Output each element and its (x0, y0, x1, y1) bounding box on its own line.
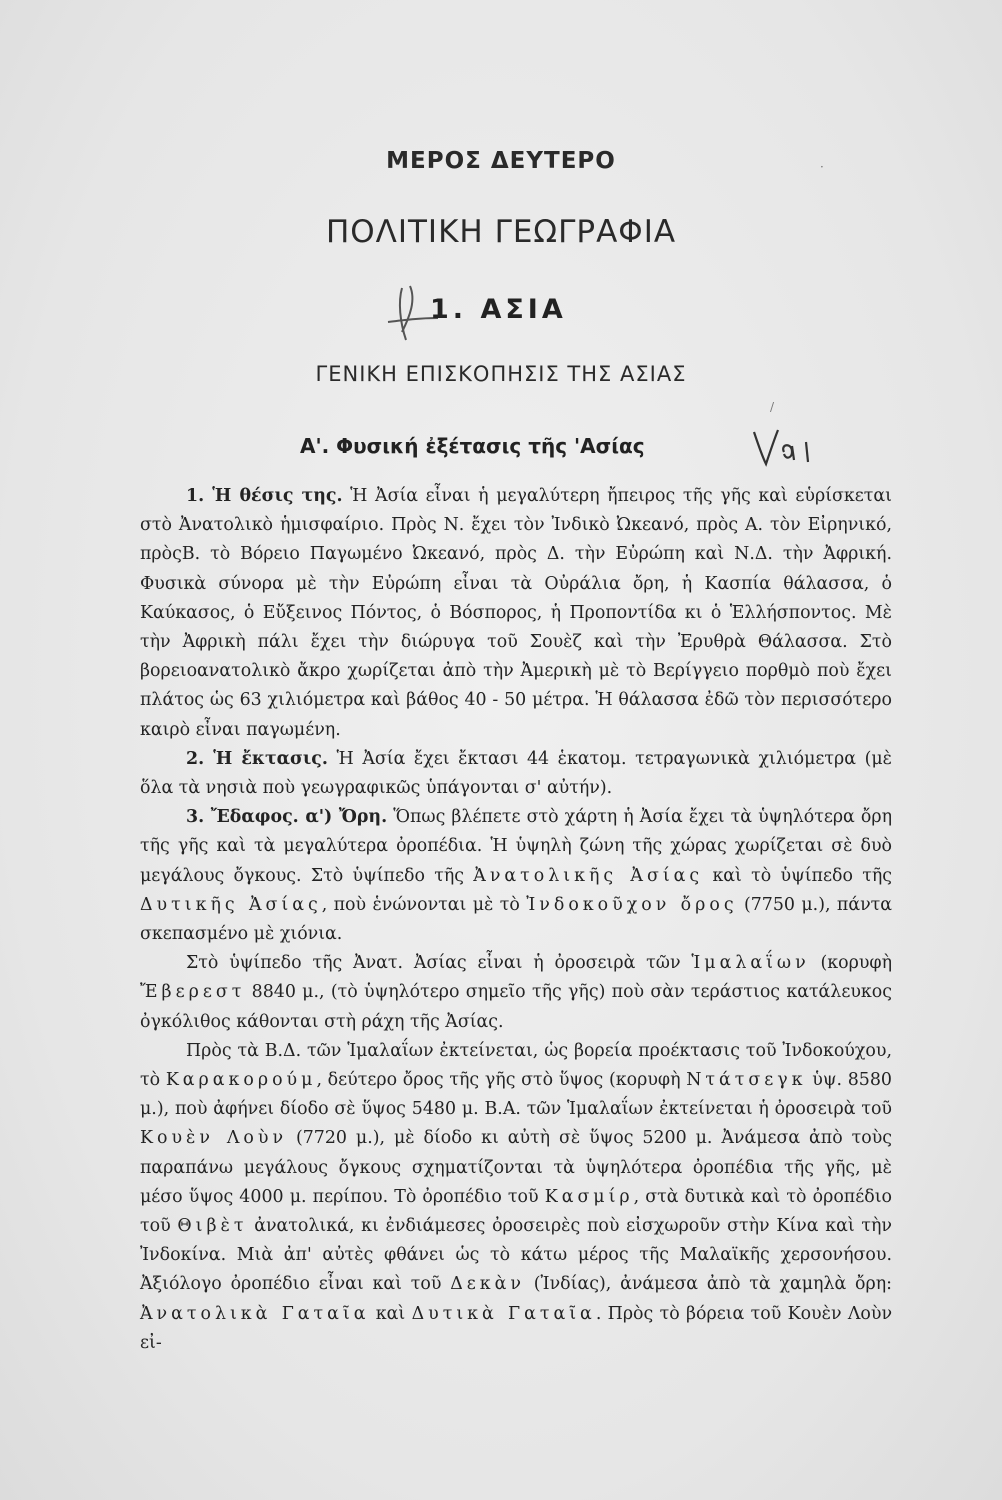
spaced-term: Ἀνατολικὰ Γαταῖα (140, 1303, 370, 1324)
spaced-term: Κουὲν Λοὺν (140, 1128, 288, 1149)
spaced-term: Δυτικῆς Ἀσίας (140, 894, 322, 915)
paragraph-label: 2. Ἡ ἔκτασις. (186, 748, 328, 769)
spaced-term: Κασμίρ (544, 1186, 634, 1207)
spaced-term: Δυτικὰ Γαταῖα (411, 1303, 596, 1324)
paragraph-text: 8840 μ., (τὸ ὑψηλότερο σημεῖο τῆς γῆς) ποὺ σὰν τεράστιος κατάλευκος ὀγκόλιθος κάθονται στὴ ράχη τῆς Ἀσίας. (140, 982, 892, 1032)
paragraph-position (140, 482, 892, 745)
paragraph-label: 3. Ἔδαφος. α') Ὄρη. (186, 807, 388, 828)
spaced-term: Ἀνατολικῆς Ἀσίας (473, 865, 704, 886)
handwritten-note-icon (750, 424, 822, 468)
spaced-term: Καρακορούμ (165, 1070, 317, 1091)
paragraph-text: , στὰ δυτικὰ καὶ τὸ ὀροπέδιο τοῦ (140, 1186, 892, 1237)
paragraph-karakoram (140, 1037, 892, 1358)
paragraph-text: ἀνατολικά, κι ἐνδιάμεσες ὀροσειρὲς ποὺ εἰσχωροῦν στὴν Κίνα καὶ τὴν Ἰνδοκίνα. Μιὰ ἀπ' αὐτὲς φθάνει ὡς τὸ κάτω μέρος τῆς Μαλαϊκῆς χερσονήσου. Ἀξιόλογο ὀροπέδιο εἶναι καὶ τοῦ (140, 1216, 892, 1295)
spaced-term: Ἰνδοκοῦχον ὄρος (526, 894, 738, 915)
paragraph-text: Ὅπως βλέπετε στὸ χάρτη ἡ Ἀσία ἔχει τὰ ὑψηλότερα ὄρη τῆς γῆς καὶ τὰ μεγαλύτερα ὀροπέδια. Ἡ ὑψηλὴ ζώνη τῆς χώρας χωρίζεται σὲ δυὸ μεγάλους ὄγκους. Στὸ ὑψίπεδο τῆς (140, 807, 892, 886)
page-title: ΠΟΛΙΤΙΚΗ ΓΕΩΓΡΑΦΙΑ (325, 214, 677, 250)
stray-mark: / (770, 400, 775, 414)
paragraph-label: 1. Ἡ θέσις της. (186, 486, 343, 506)
paragraph-text: ὑψ. 8580 μ.), ποὺ ἀφήνει δίοδο σὲ ὕψος 5480 μ. Β.Α. τῶν Ἱμαλαΐων ἐκτείνεται ἡ ὀροσειρὰ τοῦ (140, 1070, 892, 1120)
paragraph-text: (7750 μ.), πάντα σκεπασμένο μὲ χιόνια. (140, 894, 893, 945)
paragraph-text: Ἡ Ἀσία εἶναι ἡ μεγαλύτερη ἤπειρος τῆς γῆς καὶ εὑρίσκεται στὸ Ἀνατολικὸ ἡμισφαίριο. Πρὸς Ν. ἔχει τὸν Ἰνδικὸ Ὠκεανό, πρὸς Α. τὸν Εἰρηνικό, πρὸςΒ. τὸ Βόρειο Παγωμένο Ὠκεανό, πρὸς Δ. τὴν Εὐρώπη καὶ Ν.Δ. τὴν Ἀφρική. Φυσικὰ σύνορα μὲ τὴν Εὐρώπη εἶναι τὰ Οὐράλια ὄρη, ἡ Κασπία θάλασσα, ὁ Καύκασος, ὁ Εὔξεινος Πόντος, ὁ Βόσπορος, ἡ Προποντίδα κι ὁ Ἑλλήσποντος. Μὲ τὴν Ἀφρικὴ πάλι ἔχει τὴν διώρυγα τοῦ Σουὲζ καὶ τὴν Ἐρυθρὰ Θάλασσα. Στὸ βορειοανατολικὸ ἄκρο χωρίζεται ἀπὸ τὴν Ἀμερικὴ μὲ τὸ Βερίγγειο πορθμὸ ποὺ ἔχει πλάτος ὡς 63 χιλιόμετρα καὶ βάθος 40 - 50 μέτρα. Ἡ θάλασσα ἐδῶ τὸν περισσότερο καιρὸ εἶναι παγωμένη. (140, 486, 892, 740)
stray-mark: · (820, 160, 824, 174)
paragraph-text: (7720 μ.), μὲ δίοδο κι αὐτὴ σὲ ὕψος 5200 μ. Ἀνάμεσα ἀπὸ τοὺς παραπάνω μεγάλους ὄγκους σχηματίζονται τὰ ὑψηλότερα ὀροπέδια τῆς γῆς, μὲ μέσο ὕψος 4000 μ. περίπου. Τὸ ὀροπέδιο τοῦ (140, 1128, 893, 1207)
paragraph-himalaya (140, 949, 892, 1037)
paragraph-terrain (140, 803, 892, 949)
paragraph-text: . Πρὸς τὸ βόρεια τοῦ Κουὲν Λοὺν εἰ- (140, 1303, 893, 1353)
spaced-term: Ἱμαλαΐων (691, 953, 810, 974)
paragraph-text: , δεύτερο ὄρος τῆς γῆς στὸ ὕψος (κορυφὴ (316, 1070, 687, 1091)
paragraph-area (140, 745, 892, 803)
body-text (140, 482, 892, 1358)
paragraph-text: , ποὺ ἑνώνονται μὲ τὸ (321, 894, 527, 915)
chapter-title: 1. ΑΣΙΑ (430, 294, 567, 325)
paragraph-text: (Ἰνδίας), ἀνάμεσα ἀπὸ τὰ χαμηλὰ ὄρη: (524, 1274, 893, 1295)
paragraph-text: (κορυφὴ (809, 953, 892, 974)
paragraph-text: Πρὸς τὰ Β.Δ. τῶν Ἱμαλαΐων ἐκτείνεται, ὡς βορεία προέκτασις τοῦ Ἰνδοκούχου, τὸ (140, 1040, 892, 1091)
spaced-term: Δεκὰν (450, 1274, 525, 1295)
section-heading (300, 424, 820, 468)
paragraph-text: Στὸ ὑψίπεδο τῆς Ἀνατ. Ἀσίας εἶναι ἡ ὀροσειρὰ τῶν (186, 953, 692, 974)
spaced-term: Ντάτσεγκ (686, 1070, 807, 1091)
spaced-term: Ἔβερεστ (140, 982, 246, 1003)
chapter-heading (380, 282, 640, 342)
paragraph-text: καὶ τὸ ὑψίπεδο τῆς (703, 865, 892, 886)
part-title: ΜΕΡΟΣ ΔΕΥΤΕΡΟ (386, 148, 616, 174)
section-title: Α'. Φυσική ἐξέτασις τῆς 'Ασίας (300, 434, 645, 458)
paragraph-text: καὶ (369, 1303, 412, 1324)
paragraph-text: Ἡ Ἀσία ἔχει ἔκτασι 44 ἑκατομ. τετραγωνικὰ χιλιόμετρα (μὲ ὅλα τὰ νησιὰ ποὺ γεωγραφικῶς ὑπάγονται σ' αὐτήν). (140, 748, 892, 799)
spaced-term: Θιβὲτ (177, 1216, 248, 1237)
section-subtitle: ΓΕΝΙΚΗ ΕΠΙΣΚΟΠΗΣΙΣ ΤΗΣ ΑΣΙΑΣ (315, 362, 687, 386)
